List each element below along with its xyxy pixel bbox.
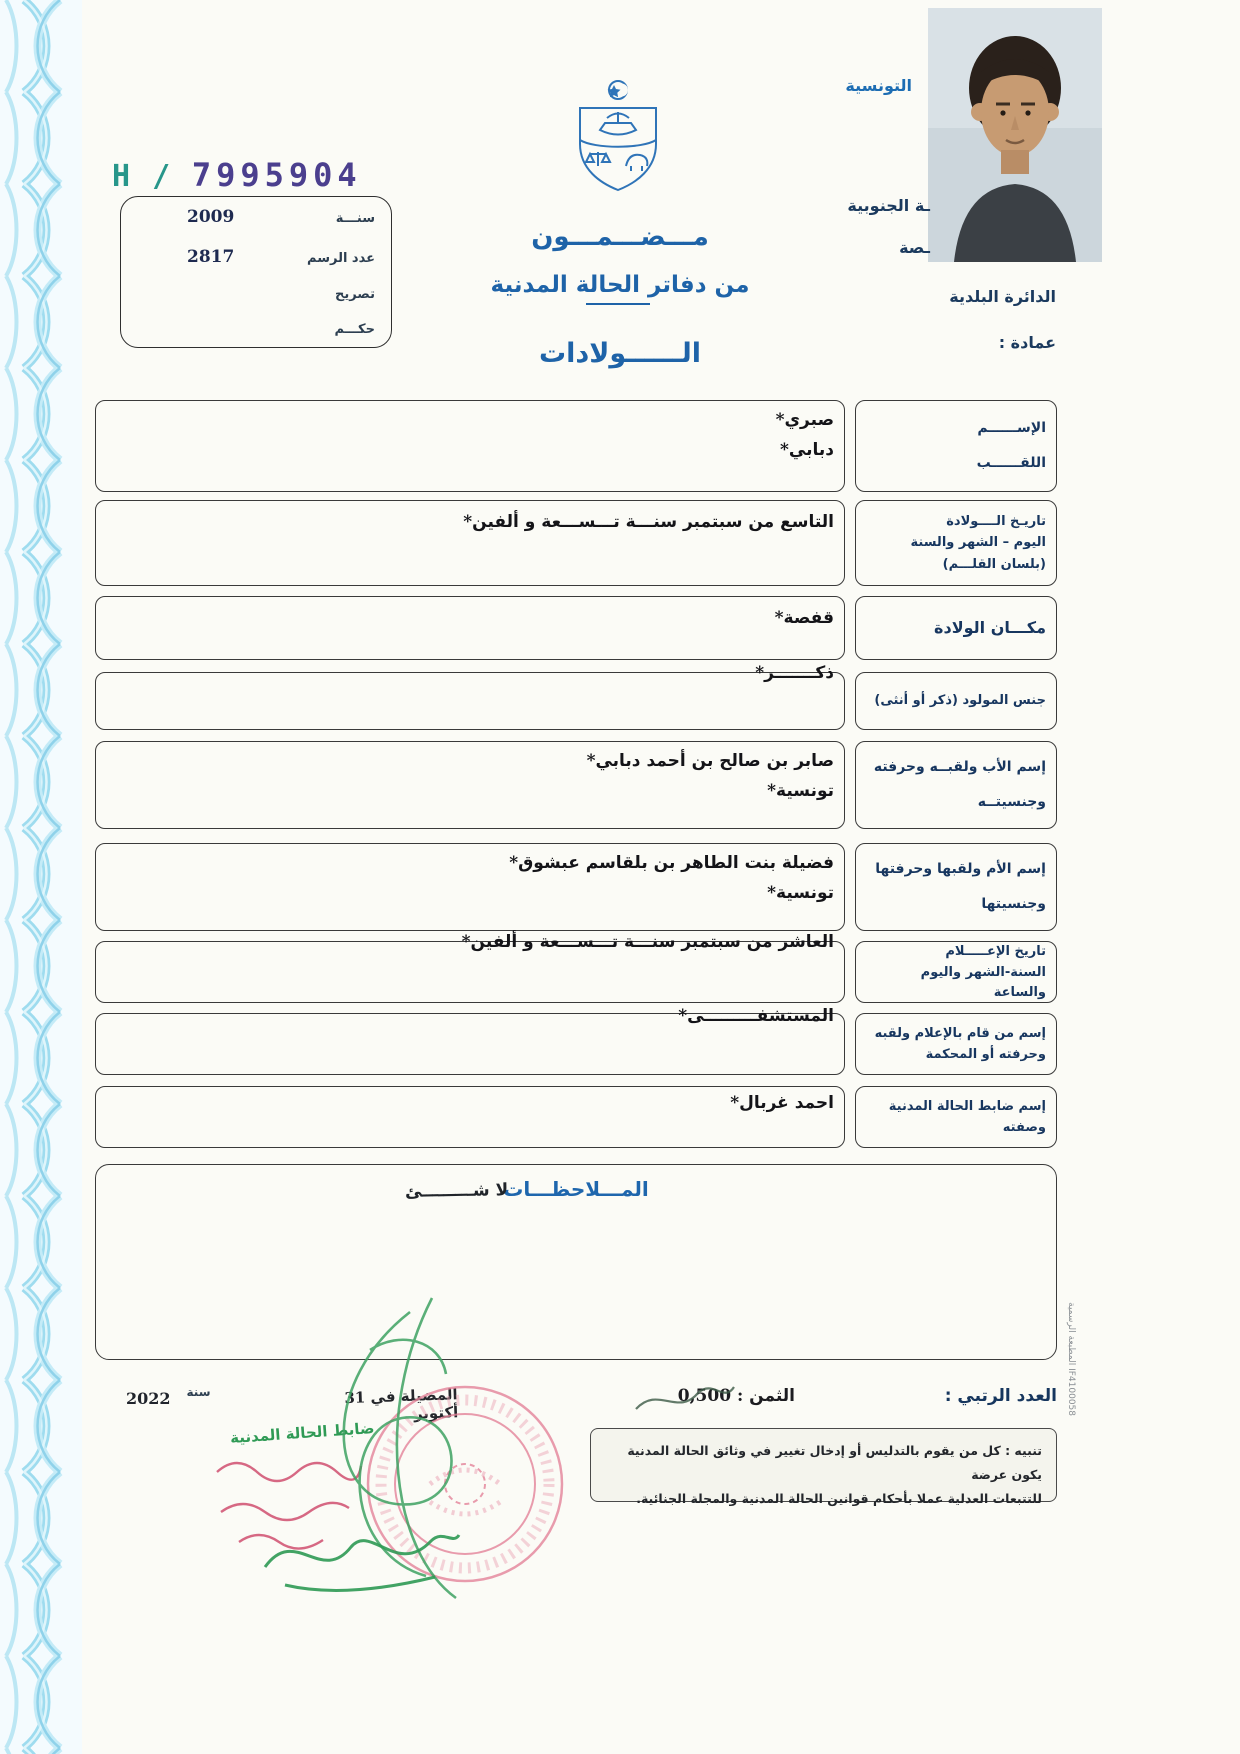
header-region-fragment: ـة الجنوبية [847,196,930,215]
birth-place-label: مكـــان الولادة [934,618,1046,637]
price-scribble [628,1377,743,1421]
registrar-value-box [95,1086,845,1148]
notification-date-label-box [855,941,1057,1003]
record-declaration-label: تصريح [334,287,375,302]
mother-label-1: إسم الأم ولقبها وحرفتها [875,861,1046,878]
warning-box [590,1428,1057,1506]
notification-date-label-1: تاريخ الإعـــــلام [945,943,1046,959]
name-label-box [855,400,1057,492]
header-country-fragment: التونسية [845,76,912,95]
green-bottom-signature [255,1515,465,1600]
notifier-label-box [855,1013,1057,1075]
title-births: الــــــولادات [538,338,702,369]
father-name-value: صابر بن صالح بن أحمد دبابي* [586,751,834,771]
place-date-line: المضيلة في 31 أكتوبر [344,1385,459,1423]
officer-title: ضابط الحالة المدنية [229,1418,376,1448]
notes-value: لا شـــــــــئ [404,1180,509,1202]
registrar-value: احمد غربال* [730,1093,834,1113]
row-father [95,741,1057,829]
notification-date-value: العاشر من سبتمبر سنـــة تـــســـعة و ألفين* [461,932,834,952]
footer-year-block [126,1385,211,1408]
mother-nationality-value: تونسية* [767,882,834,903]
serial-value: 7995904 [191,156,362,194]
birth-place-value-box [95,596,845,660]
record-year-value: 2009 [187,207,235,227]
sex-value-box [95,663,845,730]
notifier-label-2: وحرفته أو المحكمة [925,1047,1046,1062]
record-act-label: عدد الرسم [307,251,375,266]
order-number-label: العدد الرتبي : [944,1386,1057,1406]
price-label: الثمن : 0,500 [677,1386,795,1406]
birth-date-label-box [855,500,1057,586]
father-label-1: إسم الأب ولقبــه وحرفته [873,759,1046,776]
title-extract: مـــضـــمـــون [531,222,709,252]
sex-label: جنس المولود (ذكر أو أنثى) [874,693,1046,709]
serial-number-block [112,156,362,194]
birth-date-label-2: اليوم – الشهر والسنة [910,535,1046,551]
record-year-label: سنـــة [335,211,375,226]
birth-date-label-1: تاريـخ الــــولادة [946,513,1046,529]
title-underline [586,303,650,305]
footer-year-label: سنة [186,1385,211,1399]
row-name [95,400,1057,492]
sex-value: ذكـــــــر* [755,663,834,683]
record-act-value: 2817 [187,247,235,267]
warning-line-1: تنبيه : كل من يقوم بالتدليس أو إدخال تغيير في وثائق الحالة المدنية يكون عرضة [627,1443,1042,1482]
title-civil-registers: من دفاتر الحالة المدنية [490,272,750,298]
record-judgment-row [135,322,375,337]
notification-date-label-2: السنة-الشهر واليوم والساعة [920,965,1046,1000]
guilloche-border [0,0,82,1754]
row-registrar [95,1086,1057,1148]
registrar-label-1: إسم ضابط الحالة المدنية [888,1098,1046,1114]
father-value-box [95,741,845,829]
father-label-2: وجنسيتــه [977,793,1046,810]
row-notification-date [95,932,1057,1003]
row-mother [95,843,1057,931]
header-district-label: الدائرة البلدية [949,287,1056,306]
registrar-label-box [855,1086,1057,1148]
notifier-value-box [95,1006,845,1075]
portrait-photo [928,8,1102,262]
notes-title: المـــلاحظـــات [503,1177,649,1201]
row-sex [95,663,1057,730]
birth-place-value: قفصة* [774,608,834,628]
row-notifier [95,1006,1057,1075]
record-judgment-label: حكـــم [334,322,375,337]
footer-year-value: 2022 [126,1389,171,1408]
birth-date-label-3: (بلسان القلـــم) [942,556,1046,572]
mother-name-value: فضيلة بنت الطاهر بن بلقاسم عبشوق* [509,853,834,873]
serial-prefix: H / [112,159,173,194]
first-name-label: الإســــــم [977,419,1046,436]
warning-line-2: للتتبعات العدلية عملا بأحكام قوانين الحالة المدنية والمجلة الجنائية. [636,1490,1042,1506]
birth-date-value-box [95,500,845,586]
notifier-label-1: إسم من قام بالإعلام ولقبه [874,1025,1046,1041]
mother-label-box [855,843,1057,931]
row-birth-date [95,500,1057,586]
birth-date-value: التاسع من سبتمبر سنـــة تـــســـعة و ألفين* [463,512,834,532]
mother-label-2: وجنسيتها [981,895,1046,912]
registrar-label-2: وصفته [1002,1120,1046,1135]
row-birth-place [95,596,1057,660]
sex-label-box [855,672,1057,730]
first-name-value: صبري* [775,410,834,430]
notification-date-value-box [95,932,845,1003]
name-value-box [95,400,845,492]
notifier-value: المستشفـــــــــى* [678,1006,834,1026]
side-print: IF4100058 المطبعة الرسمية [1066,1302,1076,1416]
header-city-fragment: ـصة [899,238,930,257]
father-label-box [855,741,1057,829]
header-omda-label: عمادة : [998,333,1056,352]
father-nationality-value: تونسية* [767,780,834,801]
birth-place-label-box [855,596,1057,660]
last-name-value: دبابي* [780,439,834,460]
last-name-label: اللقــــــب [976,455,1046,472]
mother-value-box [95,843,845,931]
coat-of-arms [558,76,678,196]
